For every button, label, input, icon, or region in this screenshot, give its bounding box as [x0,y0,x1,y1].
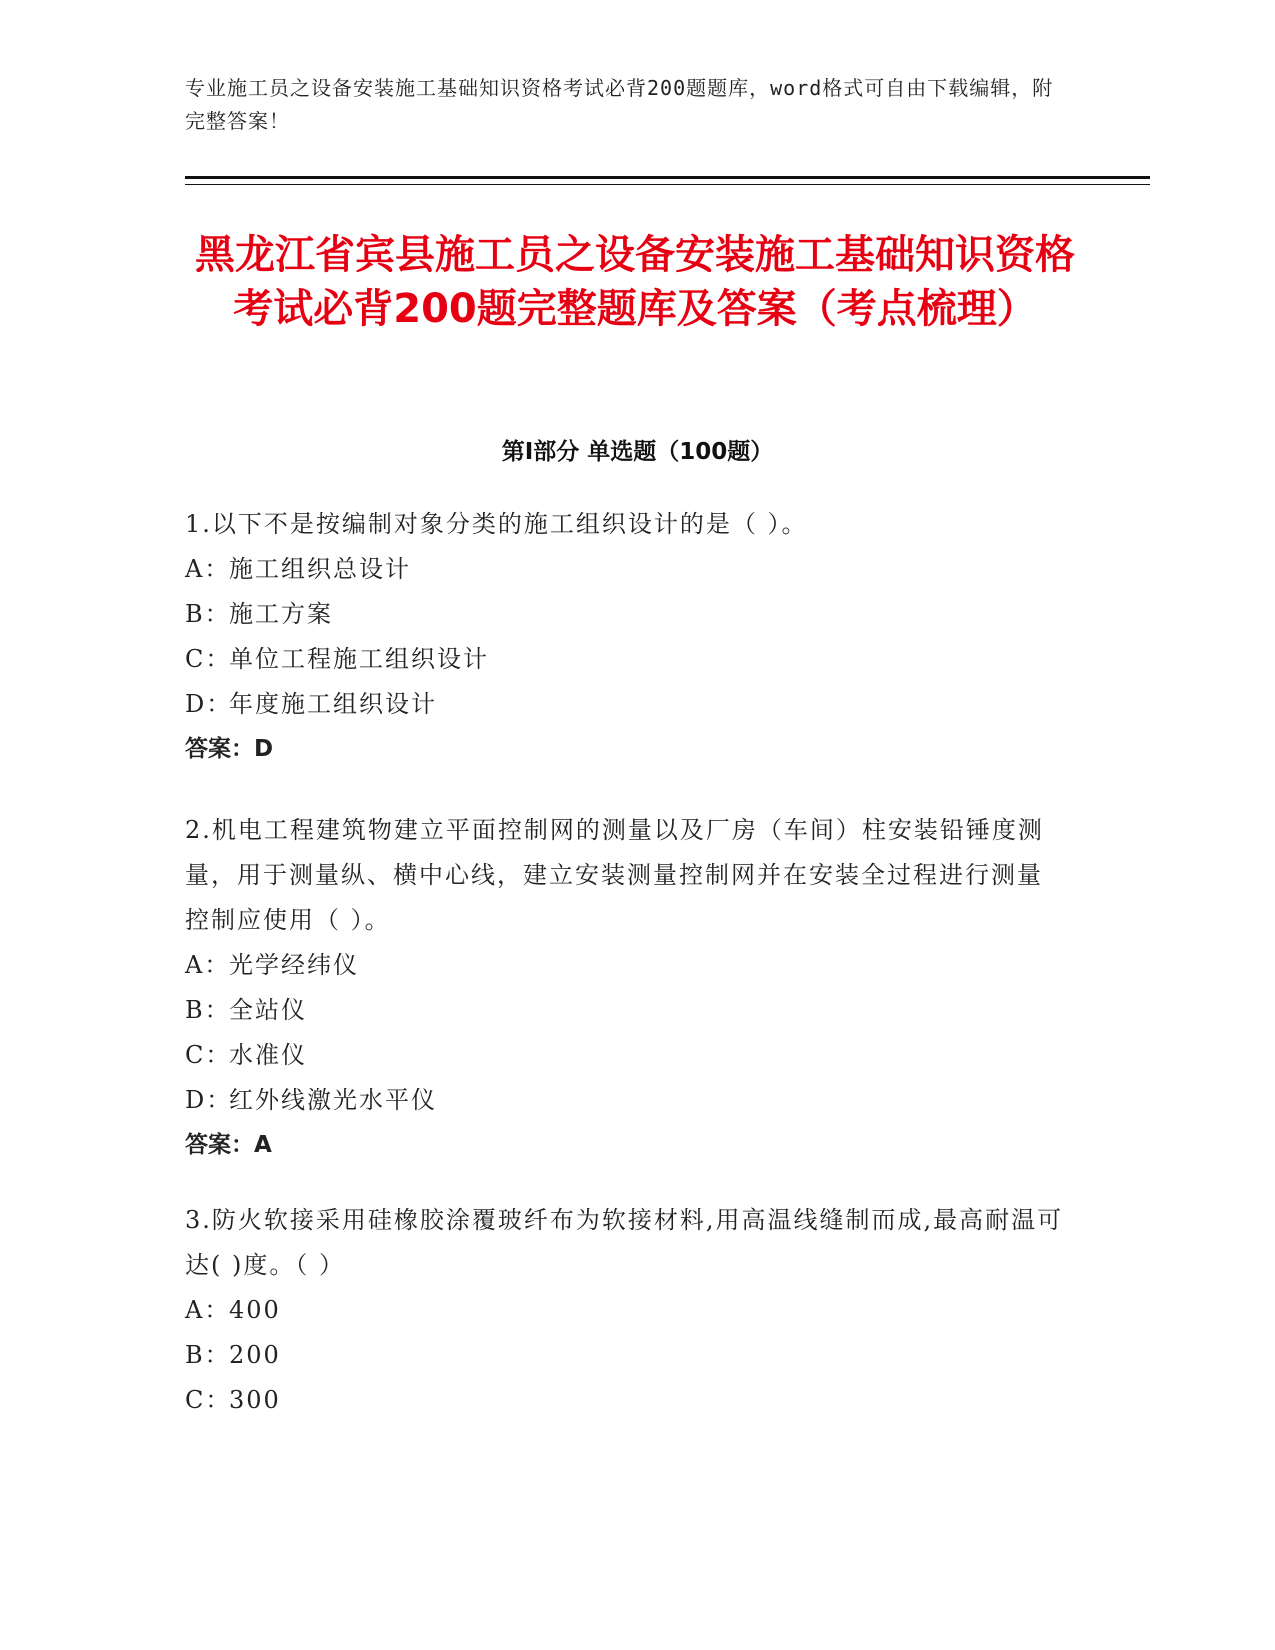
header-note: 专业施工员之设备安装施工基础知识资格考试必背200题题库，word格式可自由下载编辑，附完整答案！ [185,76,1054,133]
option-key: B： [185,996,231,1024]
option-key: B： [185,1341,231,1369]
option-key: B： [185,600,231,628]
option-text: 年度施工组织设计 [229,690,437,718]
option-b [185,592,1065,637]
option-c [185,1033,1065,1078]
question-2 [185,808,1065,1168]
option-d [185,682,1065,727]
option-text: 水准仪 [229,1041,307,1069]
option-a [185,1288,1065,1333]
option-b [185,988,1065,1033]
section-heading: 第I部分 单选题（100题） [501,439,774,465]
question-3 [185,1198,1065,1423]
option-b [185,1333,1065,1378]
option-c [185,637,1065,682]
option-a [185,547,1065,592]
option-d [185,1078,1065,1123]
option-key: C： [185,1386,232,1414]
option-key: D： [185,1086,233,1114]
answer-line: 答案：A [185,1132,272,1158]
option-text: 施工组织总设计 [229,555,411,583]
question-stem: 3.防火软接采用硅橡胶涂覆玻纤布为软接材料,用高温线缝制而成,最高耐温可达( )度。（ ） [185,1206,1064,1279]
option-a [185,943,1065,988]
document-title: 黑龙江省宾县施工员之设备安装施工基础知识资格考试必背200题完整题库及答案（考点梳理） [195,232,1075,332]
answer-line: 答案：D [185,736,274,762]
option-key: D： [185,690,233,718]
question-stem: 2.机电工程建筑物建立平面控制网的测量以及厂房（车间）柱安装铅锤度测量，用于测量纵、横中心线，建立安装测量控制网并在安装全过程进行测量控制应使用（ ）。 [185,816,1044,934]
header-divider-thin [185,184,1150,185]
option-key: C： [185,645,232,673]
option-text: 400 [229,1296,281,1324]
option-text: 施工方案 [229,600,333,628]
option-text: 光学经纬仪 [229,951,359,979]
header-divider-thick [185,176,1150,179]
question-1 [185,502,1065,772]
option-text: 200 [229,1341,281,1369]
option-c [185,1378,1065,1423]
option-text: 单位工程施工组织设计 [229,645,489,673]
option-text: 全站仪 [229,996,307,1024]
option-text: 红外线激光水平仪 [229,1086,437,1114]
option-key: A： [185,555,231,583]
question-stem: 1.以下不是按编制对象分类的施工组织设计的是（ ）。 [185,510,808,538]
option-key: A： [185,951,231,979]
option-text: 300 [229,1386,281,1414]
option-key: C： [185,1041,232,1069]
option-key: A： [185,1296,231,1324]
